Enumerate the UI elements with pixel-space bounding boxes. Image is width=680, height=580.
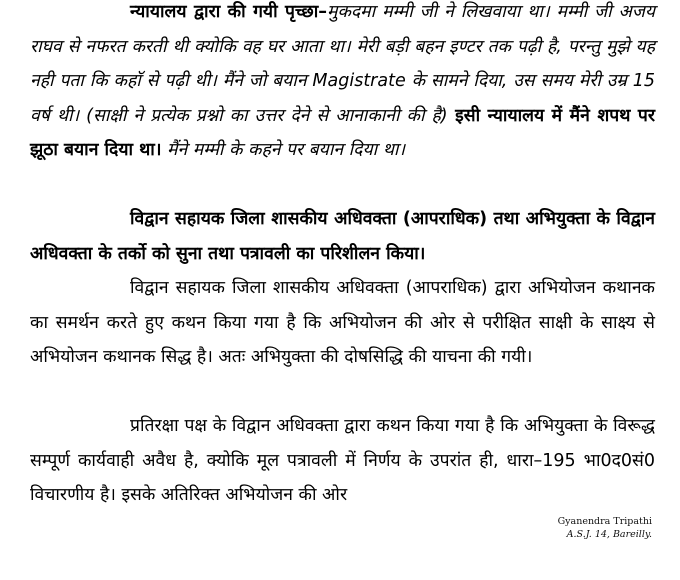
judge-signature-block [558, 515, 652, 541]
judge-designation: A.S.J. 14, Bareilly. [566, 529, 652, 540]
witness-statement: मुकदमा मम्मी जी ने लिखवाया था। मम्मी जी अजय राघव से नफरत करती थी क्योकि वह घर आता था। मेरी बड़ी बहन इण्टर तक पढ़ी है, परन्तु मुझे यह नही पता कि कहाॅ से पढ़ी थी। मैंने जो बयान Magistrate के सामने दिया, उस समय मेरी उम्र 15 वर्ष थी। (साक्षी ने प्रत्येक प्रश्नो का उत्तर देने से आनाकानी की है) [30, 2, 656, 126]
defence-argument-paragraph: प्रतिरक्षा पक्ष के विद्वान अधिवक्ता द्वारा कथन किया गया है कि अभियुक्ता के विरूद्ध सम्पूर्ण कार्यवाही अवैध है, क्योकि मूल पत्रावली में निर्णय के उपरांत ही, धारा–195 भा0द0सं0 विचारणीय है। इसके अतिरिक्त अभियोजन की ओर [30, 416, 655, 505]
court-inquiry-paragraph [30, 0, 655, 168]
judge-name: Gyanendra Tripathi [557, 516, 652, 527]
prosecution-argument-paragraph: विद्वान सहायक जिला शासकीय अधिवक्ता (आपराधिक) द्वारा अभियोजन कथानक का समर्थन करते हुए कथन किया गया है कि अभियोजन की ओर से परीक्षित साक्षी के साक्ष्य से अभियोजन कथानक सिद्ध है। अतः अभियुक्ता की दोषसिद्धि की याचना की गयी। [30, 278, 655, 367]
false-statement-admission: इसी न्यायालय में मैंने शपथ पर झूठा बयान दिया था। [30, 105, 655, 160]
court-inquiry-heading: न्यायालय द्वारा की गयी पृच्छा– [130, 2, 327, 22]
arguments-heard-paragraph: विद्वान सहायक जिला शासकीय अधिवक्ता (आपराधिक) तथा अभियुक्ता के विद्वान अधिवक्ता के तर्को को सुना तथा पत्रावली का परिशीलन किया। [30, 209, 655, 264]
witness-statement-tail: मैंने मम्मी के कहने पर बयान दिया था। [161, 140, 406, 160]
